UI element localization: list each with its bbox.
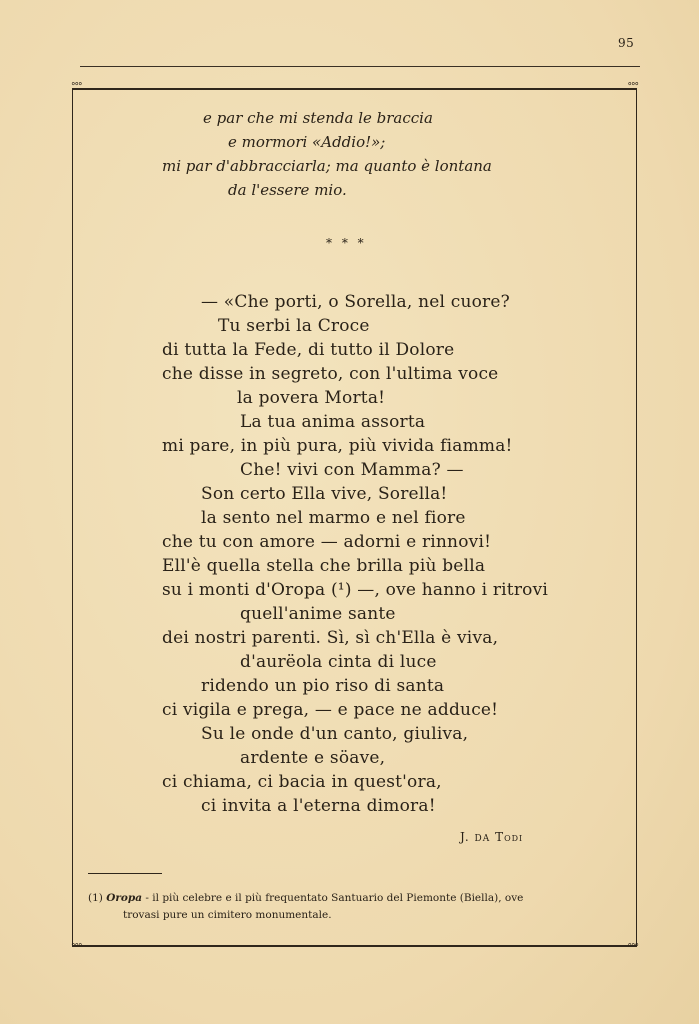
poem-line: ardente e söave, [240, 748, 386, 768]
poem-line: Tu serbi la Croce [218, 316, 370, 336]
section-separator: * * * [326, 236, 367, 250]
signature-prefix: DA [474, 834, 491, 844]
poem-line: mi pare, in più pura, più vivida fiamma! [162, 436, 513, 456]
intro-line: da l'essere mio. [228, 181, 347, 199]
intro-line: mi par d'abbracciarla; ma quanto è lontana [162, 157, 492, 175]
author-signature [460, 830, 523, 844]
poem-line: Ell'è quella stella che brilla più bella [162, 556, 486, 576]
signature-initial: J. [460, 830, 470, 844]
intro-line: e mormori «Addio!»; [228, 133, 386, 151]
footnote-text: - il più celebre e il più frequentato Santuario del Piemonte (Biella), ove [142, 892, 524, 904]
corner-ornament-icon: °°° [627, 943, 638, 953]
poem-line: ci invita a l'eterna dimora! [201, 796, 436, 816]
footnote-term: Oropa [106, 892, 143, 904]
footnote-line-2: trovasi pure un cimitero monumentale. [123, 909, 332, 921]
footnote-marker: (1) [88, 892, 103, 904]
signature-name: Todi [495, 830, 524, 844]
poem-line: su i monti d'Oropa (¹) —, ove hanno i ritrovi [162, 580, 549, 600]
poem-line: ridendo un pio riso di santa [201, 676, 445, 696]
intro-line: e par che mi stenda le braccia [203, 109, 433, 127]
poem-line: che tu con amore — adorni e rinnovi! [162, 532, 492, 552]
poem-line: ci chiama, ci bacia in quest'ora, [162, 772, 442, 792]
poem-line: Che! vivi con Mamma? — [240, 460, 464, 480]
poem-line: Son certo Ella vive, Sorella! [201, 484, 448, 504]
poem-line: di tutta la Fede, di tutto il Dolore [162, 340, 455, 360]
poem-line: che disse in segreto, con l'ultima voce [162, 364, 499, 384]
header-rule [80, 66, 640, 67]
poem-line: quell'anime sante [240, 604, 396, 624]
corner-ornament-icon: °°° [71, 82, 82, 92]
footnote-line [88, 892, 523, 904]
poem-line: dei nostri parenti. Sì, sì ch'Ella è viva, [162, 628, 499, 648]
poem-line: la povera Morta! [237, 388, 386, 408]
poem-line: — «Che porti, o Sorella, nel cuore? [201, 292, 510, 312]
poem-line: d'aurëola cinta di luce [240, 652, 437, 672]
poem-line: ci vigila e prega, — e pace ne adduce! [162, 700, 499, 720]
page-number: 95 [618, 36, 635, 50]
corner-ornament-icon: °°° [627, 82, 638, 92]
poem-line: la sento nel marmo e nel fiore [201, 508, 466, 528]
corner-ornament-icon: °°° [71, 943, 82, 953]
poem-line: Su le onde d'un canto, giuliva, [201, 724, 469, 744]
footnote-rule [88, 873, 162, 874]
poem-line: La tua anima assorta [240, 412, 426, 432]
